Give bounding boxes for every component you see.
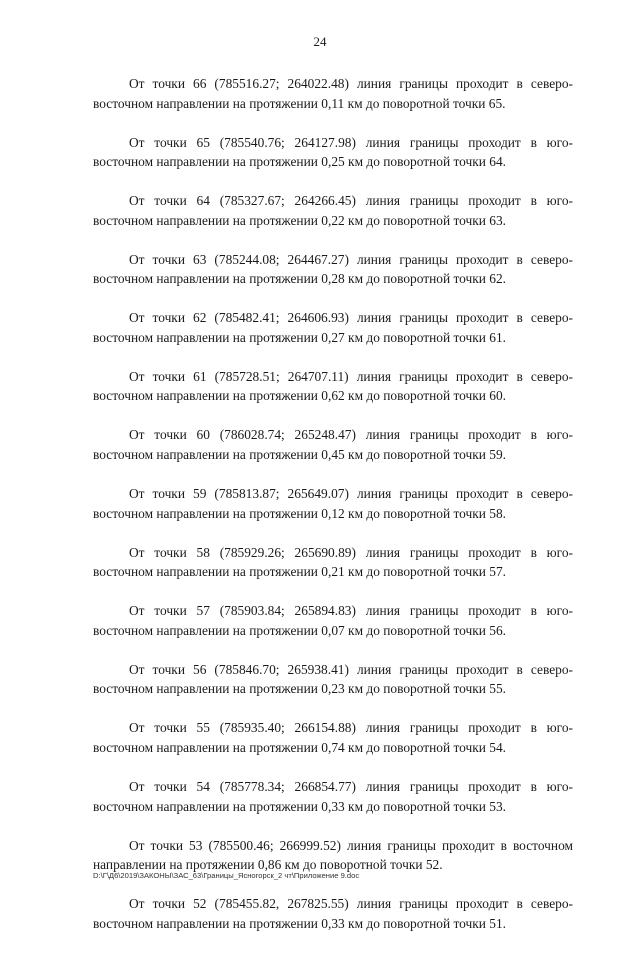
paragraph bbox=[93, 133, 573, 172]
paragraph-line: От точки 52 (785455.82, 267825.55) линия границы проходит в северо- bbox=[129, 896, 573, 912]
paragraph-line: восточном направлении на протяжении 0,23 км до поворотной точки 55. bbox=[93, 681, 506, 697]
paragraph-line: От точки 61 (785728.51; 264707.11) линия границы проходит в северо- bbox=[129, 368, 573, 384]
paragraph-line: восточном направлении на протяжении 0,22 км до поворотной точки 63. bbox=[93, 212, 506, 228]
paragraph bbox=[93, 718, 573, 757]
paragraph-line: От точки 63 (785244.08; 264467.27) линия границы проходит в северо- bbox=[129, 251, 573, 267]
paragraph bbox=[93, 836, 573, 875]
paragraph-line: От точки 53 (785500.46; 266999.52) линия границы проходит в восточном bbox=[129, 837, 573, 853]
paragraph-line: восточном направлении на протяжении 0,12 км до поворотной точки 58. bbox=[93, 505, 506, 521]
paragraph-line: От точки 57 (785903.84; 265894.83) линия границы проходит в юго- bbox=[129, 603, 573, 619]
paragraph-line: От точки 56 (785846.70; 265938.41) линия границы проходит в северо- bbox=[129, 661, 573, 677]
document-body bbox=[93, 74, 573, 953]
paragraph-line: От точки 66 (785516.27; 264022.48) линия границы проходит в северо- bbox=[129, 76, 573, 91]
paragraph-line: От точки 60 (786028.74; 265248.47) линия границы проходит в юго- bbox=[129, 427, 573, 443]
paragraph bbox=[93, 660, 573, 699]
paragraph bbox=[93, 894, 573, 933]
paragraph bbox=[93, 543, 573, 582]
paragraph bbox=[93, 601, 573, 640]
paragraph bbox=[93, 74, 573, 113]
paragraph bbox=[93, 250, 573, 289]
paragraph-line: восточном направлении на протяжении 0,33 км до поворотной точки 53. bbox=[93, 798, 506, 814]
paragraph-line: восточном направлении на протяжении 0,25 км до поворотной точки 64. bbox=[93, 154, 506, 170]
paragraph-line: восточном направлении на протяжении 0,62 км до поворотной точки 60. bbox=[93, 388, 506, 404]
paragraph-line: восточном направлении на протяжении 0,27 км до поворотной точки 61. bbox=[93, 329, 506, 345]
paragraph-line: восточном направлении на протяжении 0,33 км до поворотной точки 51. bbox=[93, 915, 506, 931]
paragraph-line: восточном направлении на протяжении 0,45 км до поворотной точки 59. bbox=[93, 447, 506, 463]
paragraph-line: От точки 64 (785327.67; 264266.45) линия границы проходит в юго- bbox=[129, 193, 573, 209]
paragraph-line: От точки 58 (785929.26; 265690.89) линия границы проходит в юго- bbox=[129, 544, 573, 560]
paragraph bbox=[93, 484, 573, 523]
paragraph-line: направлении на протяжении 0,86 км до поворотной точки 52. bbox=[93, 857, 443, 873]
paragraph bbox=[93, 191, 573, 230]
file-path-footer: D:\Г\Д6\2019\ЗАКОНЫ\ЗАС_63\Границы_Ясногорск_2 чт\Приложение 9.doc bbox=[93, 871, 360, 880]
paragraph-line: От точки 62 (785482.41; 264606.93) линия границы проходит в северо- bbox=[129, 310, 573, 326]
page-number: 24 bbox=[313, 34, 327, 49]
paragraph-line: От точки 54 (785778.34; 266854.77) линия границы проходит в юго- bbox=[129, 778, 573, 794]
paragraph-line: восточном направлении на протяжении 0,11 км до поворотной точки 65. bbox=[93, 95, 506, 111]
paragraph bbox=[93, 308, 573, 347]
paragraph-line: От точки 65 (785540.76; 264127.98) линия границы проходит в юго- bbox=[129, 134, 573, 150]
paragraph-line: восточном направлении на протяжении 0,28 км до поворотной точки 62. bbox=[93, 271, 506, 287]
paragraph bbox=[93, 367, 573, 406]
paragraph-line: восточном направлении на протяжении 0,74 км до поворотной точки 54. bbox=[93, 739, 506, 755]
paragraph-line: восточном направлении на протяжении 0,07 км до поворотной точки 56. bbox=[93, 622, 506, 638]
paragraph bbox=[93, 777, 573, 816]
paragraph bbox=[93, 425, 573, 464]
paragraph-line: От точки 55 (785935.40; 266154.88) линия границы проходит в юго- bbox=[129, 720, 573, 736]
paragraph-line: От точки 59 (785813.87; 265649.07) линия границы проходит в северо- bbox=[129, 486, 573, 502]
paragraph-line: восточном направлении на протяжении 0,21 км до поворотной точки 57. bbox=[93, 564, 506, 580]
